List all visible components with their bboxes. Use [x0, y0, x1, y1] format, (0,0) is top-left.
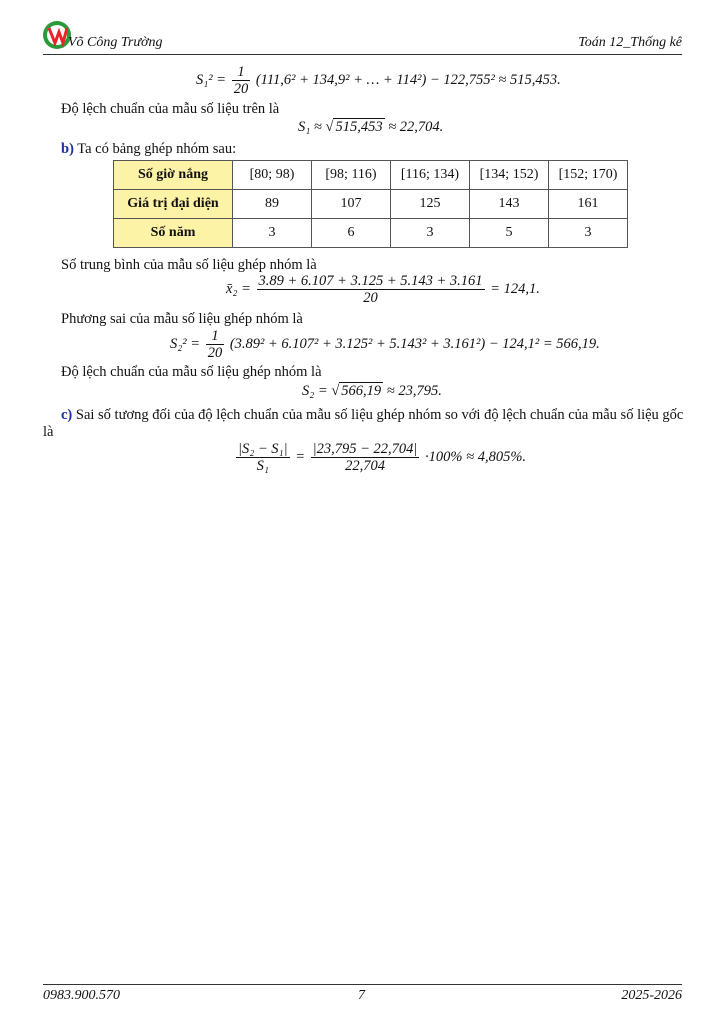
eq2-lhs: S₁ ≈ √	[298, 119, 334, 135]
part-c	[61, 407, 683, 424]
table-header-cell: Số năm	[114, 219, 233, 248]
part-c-text: Sai số tương đối của độ lệch chuẩn của mẫu số liệu ghép nhóm so với độ lệch chuẩn của mẫu số liệu gốc	[75, 407, 684, 423]
eq6-num1: |S₂ − S₁|	[238, 441, 288, 457]
grouped-data-table	[113, 160, 628, 248]
table-cell: 125	[391, 190, 470, 219]
eq1-lhs: S₁² =	[196, 71, 227, 88]
header-author: Võ Công Trường	[68, 35, 163, 50]
table-cell: 161	[549, 190, 628, 219]
table-cell: 89	[233, 190, 312, 219]
eq2-radicand: 515,453	[335, 119, 383, 135]
eq1-fraction	[232, 64, 251, 97]
paragraph-mean: Số trung bình của mẫu số liệu ghép nhóm là	[61, 257, 317, 273]
table-row	[114, 219, 628, 248]
table-cell: 107	[312, 190, 391, 219]
eq3-lhs: x̄₂ =	[226, 280, 251, 297]
footer-page-number: 7	[358, 988, 365, 1003]
part-c-label: c)	[61, 407, 73, 423]
table-cell: 3	[233, 219, 312, 248]
part-b-text: Ta có bảng ghép nhóm sau:	[77, 141, 237, 157]
eq1-rest: (111,6² + 134,9² + … + 114²) − 122,755² ≈ 515,453.	[255, 71, 561, 88]
paragraph-variance: Phương sai của mẫu số liệu ghép nhóm là	[61, 311, 303, 327]
paragraph-std-grouped: Độ lệch chuẩn của mẫu số liệu ghép nhóm là	[61, 364, 322, 380]
table-cell: [116; 134)	[391, 161, 470, 190]
eq6-rest: ·100% ≈ 4,805%.	[425, 448, 527, 465]
part-b	[61, 141, 236, 158]
equation-std-raw	[298, 119, 443, 136]
eq3-den: 20	[363, 290, 378, 306]
eq6-equals: =	[295, 448, 306, 465]
table-row	[114, 190, 628, 219]
eq4-lhs: S₂² =	[170, 335, 201, 352]
equation-std-grouped	[302, 383, 442, 400]
eq3-num: 3.89 + 6.107 + 3.125 + 5.143 + 3.161	[258, 273, 483, 289]
part-c-continuation: là	[43, 424, 54, 440]
eq6-fraction-1	[236, 441, 290, 474]
table-cell: [152; 170)	[549, 161, 628, 190]
paragraph-std-raw: Độ lệch chuẩn của mẫu số liệu trên là	[61, 101, 280, 117]
eq1-num: 1	[232, 64, 251, 81]
eq3-fraction	[257, 273, 485, 306]
table-header-cell: Số giờ nắng	[114, 161, 233, 190]
eq4-num: 1	[206, 328, 225, 345]
eq5-radicand: 566,19	[341, 383, 382, 399]
equation-variance-raw	[196, 64, 561, 97]
equation-variance-grouped	[170, 328, 600, 361]
footer-year: 2025-2026	[621, 988, 682, 1003]
eq4-den: 20	[207, 345, 223, 361]
equation-mean	[226, 273, 540, 306]
eq1-den: 20	[233, 81, 249, 97]
eq6-num2: |23,795 − 22,704|	[312, 441, 418, 457]
equation-relative-error	[234, 441, 526, 474]
eq4-rest: (3.89² + 6.107² + 3.125² + 5.143² + 3.161²) − 124,1² = 566,19.	[229, 335, 600, 352]
table-cell: [98; 116)	[312, 161, 391, 190]
table-row	[114, 161, 628, 190]
table-cell: 143	[470, 190, 549, 219]
table-cell: 3	[391, 219, 470, 248]
eq6-den2: 22,704	[345, 458, 385, 474]
footer-divider	[43, 984, 682, 985]
eq6-den1: S₁	[256, 458, 269, 474]
table-cell: 6	[312, 219, 391, 248]
part-b-label: b)	[61, 141, 74, 157]
table-cell: [80; 98)	[233, 161, 312, 190]
header-subject: Toán 12_Thống kê	[578, 35, 682, 50]
table-cell: [134; 152)	[470, 161, 549, 190]
eq2-rest: ≈ 22,704.	[388, 119, 444, 135]
table-cell: 5	[470, 219, 549, 248]
eq5-rest: ≈ 23,795.	[386, 383, 442, 399]
header-divider	[43, 54, 682, 55]
eq4-fraction	[206, 328, 225, 361]
eq3-rest: = 124,1.	[490, 280, 540, 297]
eq6-fraction-2	[311, 441, 420, 474]
eq5-lhs: S₂ = √	[302, 383, 340, 399]
table-cell: 3	[549, 219, 628, 248]
table-header-cell: Giá trị đại diện	[114, 190, 233, 219]
footer-phone: 0983.900.570	[43, 988, 120, 1003]
